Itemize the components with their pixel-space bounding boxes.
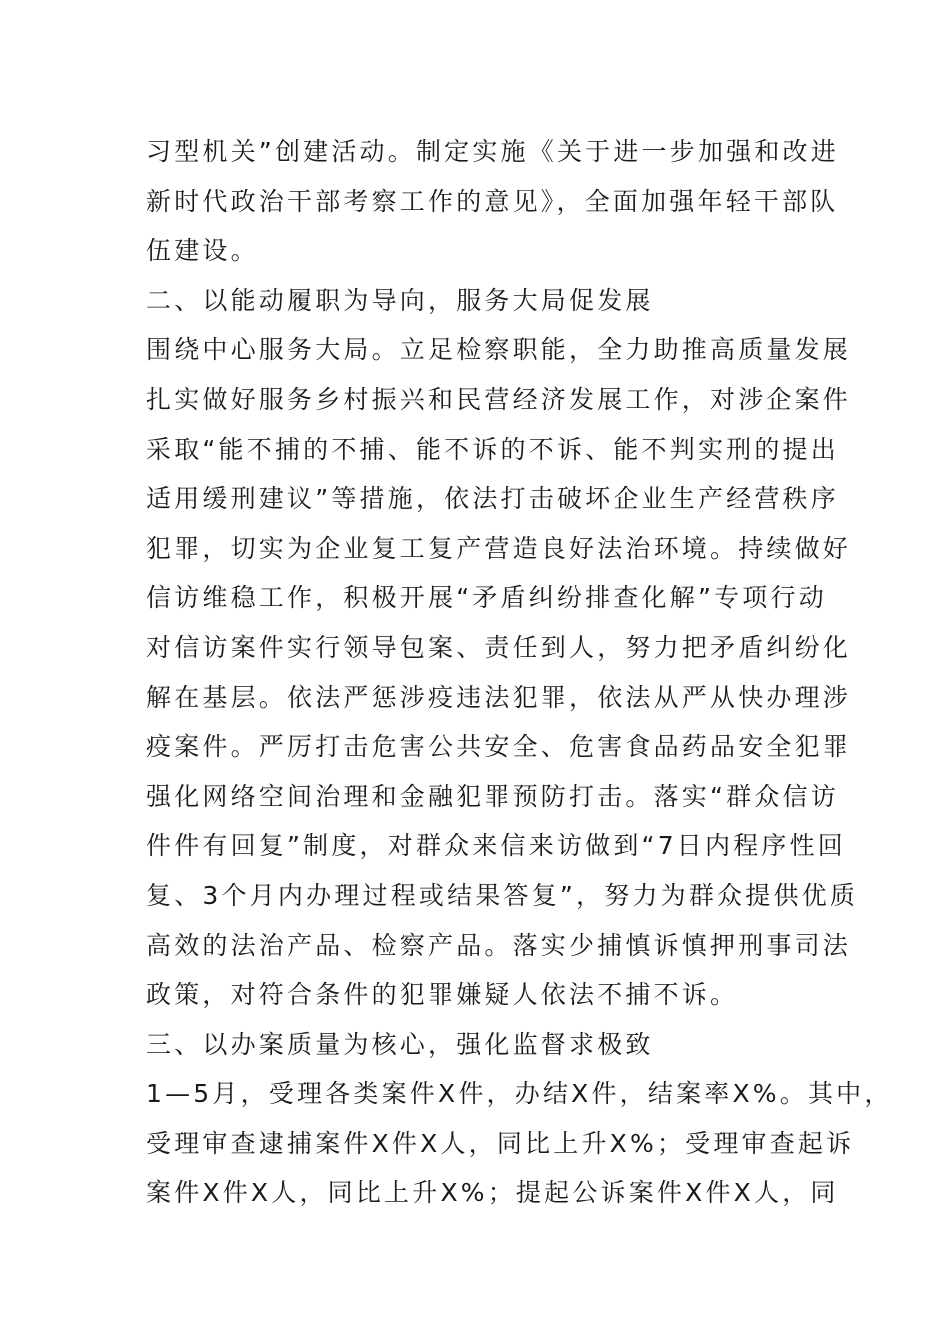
- document-body: [146, 127, 893, 1218]
- section-heading-3: 三、以办案质量为核心，强化监督求极致: [146, 1029, 654, 1059]
- body-line: 疫案件。严厉打击危害公共安全、危害食品药品安全犯罪: [146, 732, 852, 762]
- body-line: 适用缓刑建议”等措施，依法打击破坏企业生产经营秩序: [146, 484, 839, 514]
- body-line: 围绕中心服务大局。立足检察职能，全力助推高质量发展: [146, 335, 852, 365]
- body-line: 扎实做好服务乡村振兴和民营经济发展工作，对涉企案件: [146, 384, 852, 414]
- body-line: 受理审查逮捕案件X件X人，同比上升X%；受理审查起诉: [146, 1128, 855, 1158]
- body-line: 复、3个月内办理过程或结果答复”，努力为群众提供优质: [146, 880, 859, 910]
- body-line: 信访维稳工作，积极开展“矛盾纠纷排查化解”专项行动: [146, 583, 827, 613]
- body-line: 采取“能不捕的不捕、能不诉的不诉、能不判实刑的提出: [146, 434, 839, 464]
- body-line: 1—5月，受理各类案件X件，办结X件，结案率X%。其中，: [146, 1079, 893, 1109]
- body-line: 习型机关”创建活动。制定实施《关于进一步加强和改进: [146, 137, 839, 166]
- section-heading-2: 二、以能动履职为导向，服务大局促发展: [146, 285, 654, 315]
- body-line: 高效的法治产品、检察产品。落实少捕慎诉慎押刑事司法: [146, 930, 852, 960]
- body-line: 政策，对符合条件的犯罪嫌疑人依法不捕不诉。: [146, 980, 739, 1010]
- body-line: 对信访案件实行领导包案、责任到人，努力把矛盾纠纷化: [146, 632, 852, 662]
- body-line: 犯罪，切实为企业复工复产营造良好法治环境。持续做好: [146, 533, 852, 563]
- body-line: 强化网络空间治理和金融犯罪预防打击。落实“群众信访: [146, 781, 839, 811]
- body-line: 新时代政治干部考察工作的意见》，全面加强年轻干部队: [146, 186, 839, 216]
- body-line: 解在基层。依法严惩涉疫违法犯罪，依法从严从快办理涉: [146, 682, 852, 712]
- body-line: 伍建设。: [146, 236, 259, 266]
- body-line: 件件有回复”制度，对群众来信来访做到“7日内程序性回: [146, 831, 847, 861]
- body-line: 案件X件X人，同比上升X%；提起公诉案件X件X人，同: [146, 1178, 839, 1208]
